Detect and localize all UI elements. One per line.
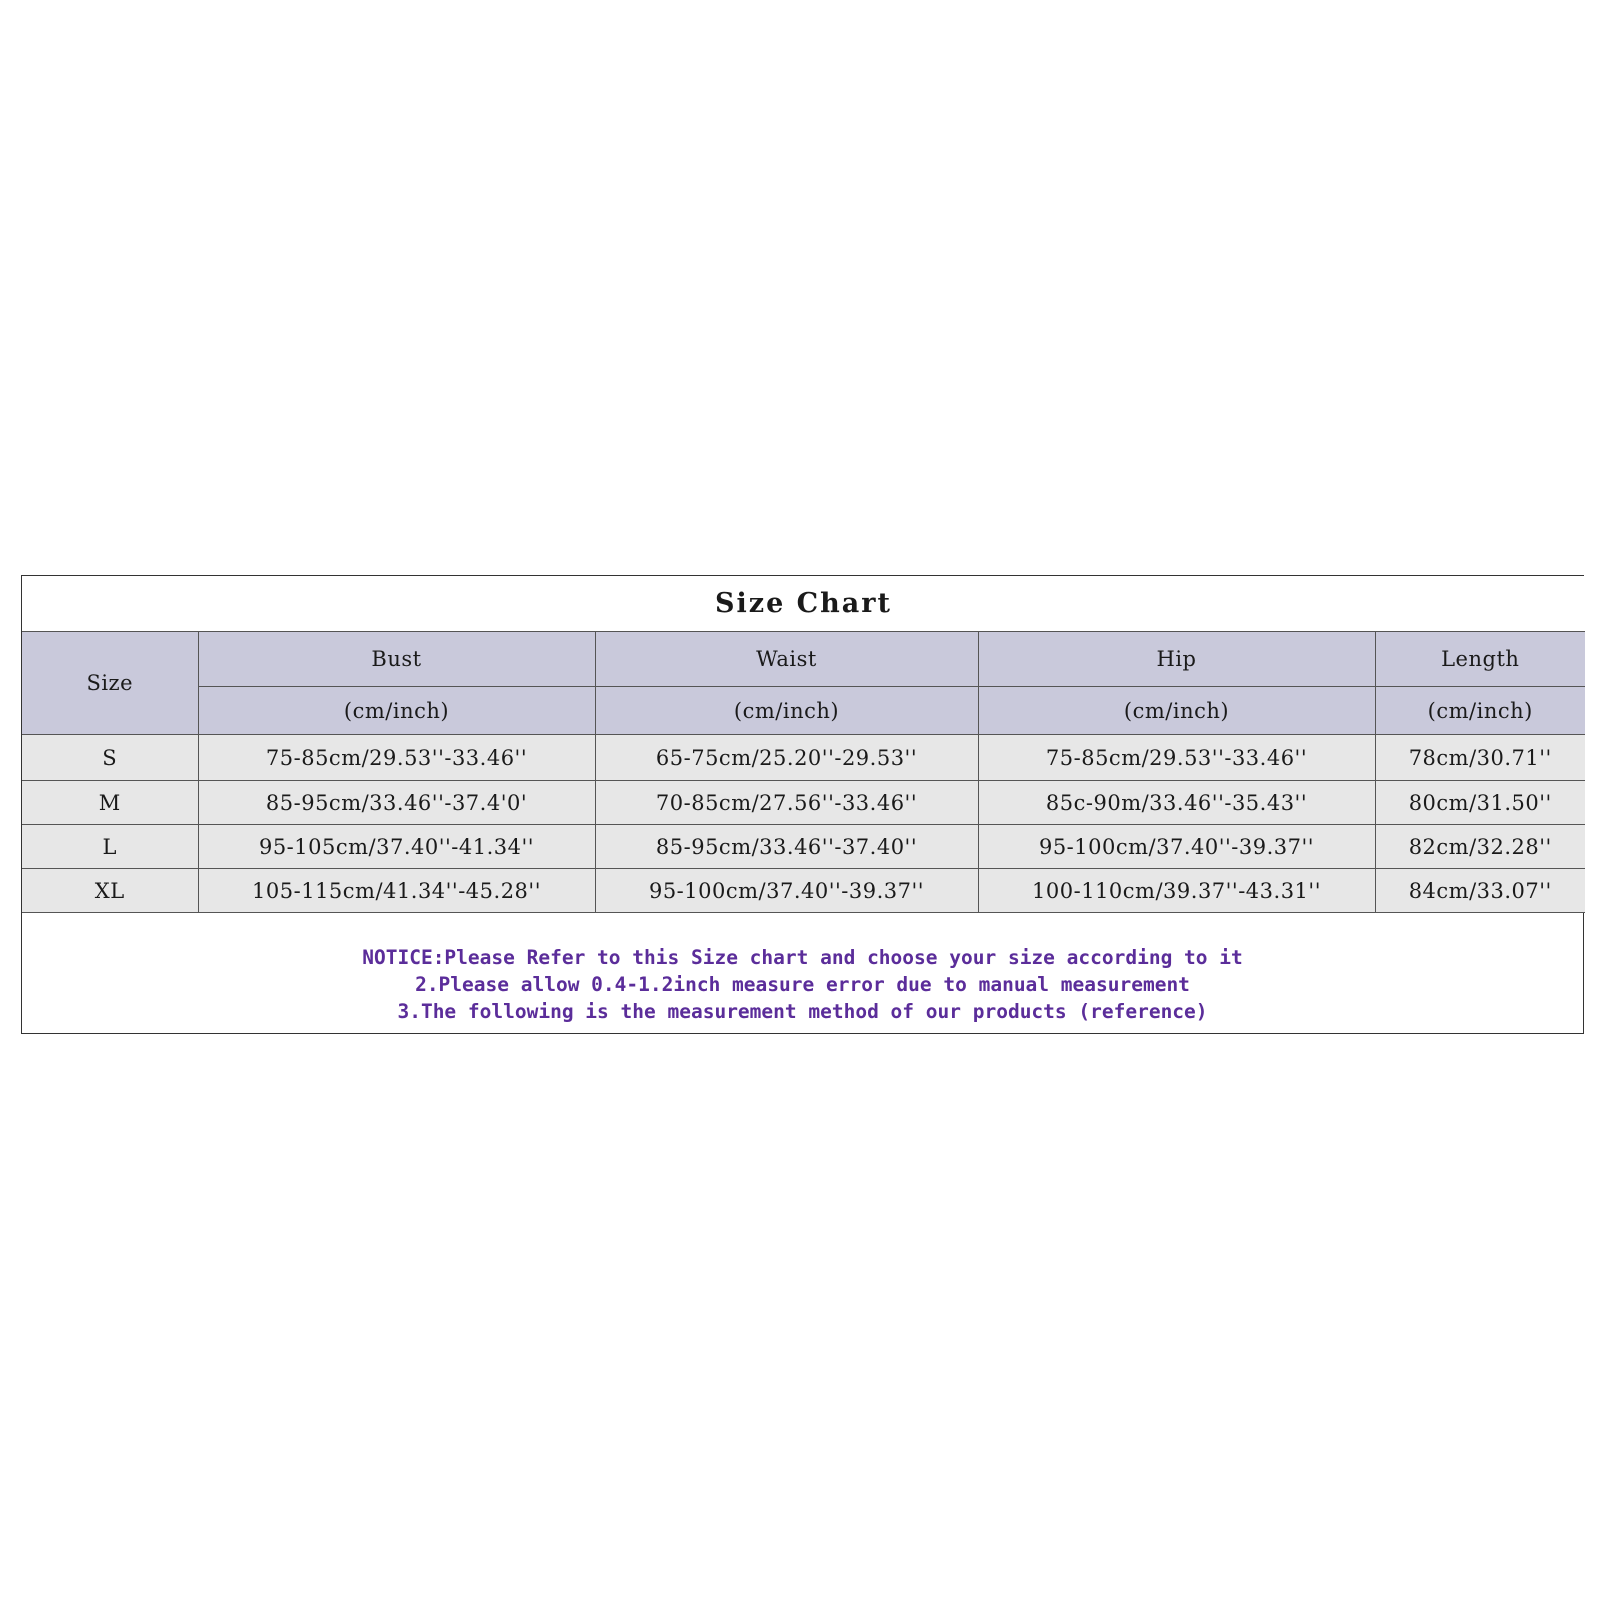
header-row	[22, 632, 1585, 687]
size-table	[22, 576, 1585, 913]
unit-row	[22, 687, 1585, 735]
unit-hip: (cm/inch)	[978, 687, 1375, 735]
notice-block	[22, 936, 1583, 1033]
table-row	[22, 825, 1585, 869]
size-chart	[21, 575, 1584, 1034]
cell-bust: 75-85cm/29.53''-33.46''	[198, 735, 595, 781]
header-size: Size	[22, 632, 198, 735]
cell-bust: 85-95cm/33.46''-37.4'0'	[198, 781, 595, 825]
cell-size: M	[22, 781, 198, 825]
cell-size: L	[22, 825, 198, 869]
cell-hip: 75-85cm/29.53''-33.46''	[978, 735, 1375, 781]
cell-waist: 85-95cm/33.46''-37.40''	[595, 825, 978, 869]
cell-bust: 95-105cm/37.40''-41.34''	[198, 825, 595, 869]
cell-hip: 95-100cm/37.40''-39.37''	[978, 825, 1375, 869]
unit-length: (cm/inch)	[1375, 687, 1585, 735]
cell-waist: 70-85cm/27.56''-33.46''	[595, 781, 978, 825]
cell-waist: 95-100cm/37.40''-39.37''	[595, 869, 978, 913]
notice-line-3: 3.The following is the measurement method of our products (reference)	[397, 1000, 1208, 1023]
table-row	[22, 735, 1585, 781]
unit-waist: (cm/inch)	[595, 687, 978, 735]
cell-length: 82cm/32.28''	[1375, 825, 1585, 869]
cell-bust: 105-115cm/41.34''-45.28''	[198, 869, 595, 913]
cell-length: 84cm/33.07''	[1375, 869, 1585, 913]
cell-waist: 65-75cm/25.20''-29.53''	[595, 735, 978, 781]
notice-line-2: 2.Please allow 0.4-1.2inch measure error due to manual measurement	[415, 973, 1190, 996]
cell-size: S	[22, 735, 198, 781]
cell-length: 80cm/31.50''	[1375, 781, 1585, 825]
unit-bust: (cm/inch)	[198, 687, 595, 735]
table-row	[22, 781, 1585, 825]
table-row	[22, 869, 1585, 913]
header-hip: Hip	[978, 632, 1375, 687]
cell-hip: 100-110cm/39.37''-43.31''	[978, 869, 1375, 913]
header-waist: Waist	[595, 632, 978, 687]
cell-length: 78cm/30.71''	[1375, 735, 1585, 781]
cell-hip: 85c-90m/33.46''-35.43''	[978, 781, 1375, 825]
cell-size: XL	[22, 869, 198, 913]
chart-title: Size Chart	[22, 576, 1585, 632]
header-length: Length	[1375, 632, 1585, 687]
header-bust: Bust	[198, 632, 595, 687]
notice-line-1: NOTICE:Please Refer to this Size chart and choose your size according to it	[362, 946, 1243, 969]
